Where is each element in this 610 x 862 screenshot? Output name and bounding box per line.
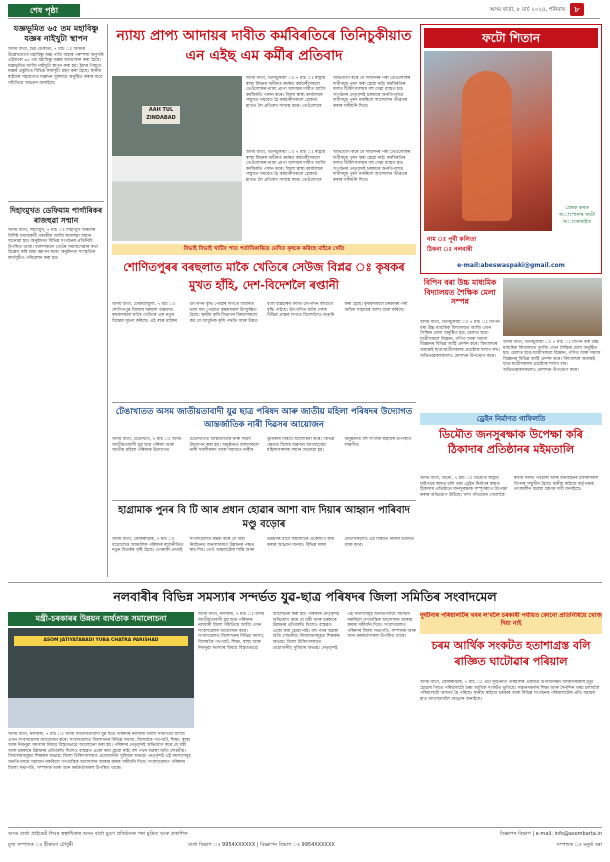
banner-body: অসম বাৰ্তা, নলবাৰী, ৭ মাৰ্চ ঃ অসম জাতীয়তাবাদী যুৱ ছাত্ৰ পৰিষদৰ নলবাৰী জিলা সমিতিয়ে আজি এখন সংবাদমেলৰ আয়োজন কৰে। সংবাদমেলত জিলাখনৰ বিভিন্ন সমস্যা, বিশেষকৈ পথ-ঘাট, শিক্ষা, স্বাস্থ্য আৰু নিবনুৱা সমস্যাৰ বিষয়ে বিস্তৃতভাৱে আলোচনা কৰা হয়। পৰিষদৰ নেতৃবৃন্দই অভিযোগ কৰে যে মন্ত্ৰী আৰু চৰকাৰে উন্নয়নৰ প্ৰতিশ্ৰুতি দিলেও বাস্তৱত একো কাম হোৱা নাই। বহু পথৰ অৱস্থা অতি শোচনীয়। বিদ্যালয়সমূহত শিক্ষকৰ অভাৱ। জিলা চিকিৎসালয়ত প্ৰয়োজনীয় সুবিধাৰ অভাৱ। নেতৃবৃন্দই এই সমস্যাসমূহ অনতিপলমে সমাধান নকৰিলে গণতান্ত্ৰিক আন্দোলন আৰম্ভ কৰাৰ সকীয়নি দিয়ে। সংবাদমেলত পৰিষদৰ জিলা সভাপতি, সম্পাদক আৰু আন কৰ্মকৰ্তাসকল উপস্থিত থাকে।	[198, 612, 416, 651]
mla-body: অসম বাৰ্তা, কোকৰাঝাৰ, ৭ মাৰ্চ ঃ বড়োলেণ্ড আঞ্চলিক পৰিষদৰ ৰাজনীতিত নতুন বিতৰ্কৰ সৃষ্টি হৈছে। এগৰাকী নেতাই সংবাদমেলত মন্তব্য কৰে যে অহা নিৰ্বাচনত জনসাধাৰণে উন্নয়নৰ পক্ষত ৰায় দিব। তেওঁ অঞ্চলটোৰ শান্তি আৰু উন্নয়নৰ বাবে সকলোকে একেলগে কাম কৰাৰ আহ্বান জনায়। বিভিন্ন দলৰ নেতাসকলেও এই বিষয়ত নিজৰ মতামত ব্যক্ত কৰে।	[112, 537, 414, 554]
bottom-right-headline: চৰম আৰ্থিক সংকটত হতাশাগ্ৰস্ত বলি ৰাজ্ঞিত ঘাটোৱাৰ পৰিয়াল	[431, 639, 591, 668]
drain-label: ড্ৰেইন নিৰ্মাণত গাফিলতি	[420, 413, 602, 425]
farmer-body: অসম বাৰ্তা, ঢেকিয়াজুলি, ৭ মাৰ্চ ঃ শোণিতপুৰ জিলাৰ বৰছলা অঞ্চলত কৃষকসকলে মাকৈ খেতিৰে এক নতুন বিপ্লৱৰ সূচনা কৰিছে। এই বছৰ মাকৈৰ উৎপাদন বৃদ্ধি পোৱাৰ লগতে বজাৰত ভাল দাম পোৱাত কৃষকসকল উৎফুল্লিত হৈছে। স্থানীয় কৃষি বিভাগৰ বিষয়াসকলে কয় যে আধুনিক কৃষি পদ্ধতি আৰু উন্নত বীজ ব্যৱহাৰৰ ফলত উৎপাদন বহুগুণে বৃদ্ধি পাইছে। উৎপাদিত মাকৈ দেশৰ বিভিন্ন প্ৰান্তৰ লগতে বিদেশলৈও ৰপ্তানি কৰা হৈছে। কৃষকসকলে চৰকাৰৰ পৰা অধিক সাহায্যৰ আশা ব্যক্ত কৰিছে।	[112, 302, 408, 324]
left-h1-body: অসম বাৰ্তা, শুৱ ডেকাৰ্তী, ৭ মাৰ্চ ঃ অসমৰ উল্লেখযোগ্য মহাবিষ্ণু যজ্ঞ পাতি অহাৰ পৰম্পৰা অনুসৰি এইবাৰো ৬৫ তম মহাবিষ্ণু যজ্ঞৰ আয়োজন কৰা হৈছে। যজ্ঞভূমিত আজি নাইখুটা স্থাপন কৰা হয়। ইয়াৰ পিছতে যজ্ঞৰ প্ৰস্তুতিত বিভিন্ন কাৰ্যসূচী গ্ৰহণ কৰা হৈছে। স্থানীয় ৰাইজৰ সহযোগত যজ্ঞখন সুকলমে অনুষ্ঠিত কৰাৰ বাবে সমিতিয়ে আহ্বান জনাইছে।	[8, 47, 104, 86]
left-h2-body: অসম বাৰ্তা, দিহাংমুখ, ৭ মাৰ্চ ঃ দিহাংমুখ অঞ্চলৰ বিশিষ্ট সমাজকৰ্মী গৰাকীক আজি ৰাজহুৱা সন্মান জনোৱা হয়। অনুষ্ঠানত বিভিন্ন সংগঠনৰ প্ৰতিনিধি উপস্থিত থাকে। বক্তাসকলে তেওঁৰ সমাজসেৱাৰ কথা উল্লেখ কৰি শ্ৰদ্ধা জ্ঞাপন কৰে। অনুষ্ঠানত সাংস্কৃতিক কাৰ্যসূচীও পৰিৱেশন কৰা হয়।	[8, 228, 98, 261]
photo-name: নাম ঃ পূৰ্বী কলিতা	[427, 236, 477, 243]
left-col-rule	[107, 24, 108, 577]
dateline: অসম বাৰ্তা, ৮ মাৰ্চ ২০২৫, শনিবাৰ	[489, 7, 565, 13]
footer-contact: বাৰ্তা বিভাগ ঃ 9954XXXXXX | বিজ্ঞাপন বিভাগ ঃ 9954XXXXXX	[188, 842, 335, 848]
left-column	[8, 24, 104, 577]
header-divider	[8, 18, 600, 19]
farmer-divider	[112, 402, 416, 403]
footer-line1: অসম বাৰ্তা প্ৰাইভেট লিঃৰ স্বত্বাধিকাৰ অসম বাৰ্তা মুদ্ৰণ প্ৰতিষ্ঠানৰ পৰা মুদ্ৰিত আৰু প্ৰকাশিত	[8, 831, 188, 837]
photo-email: e-mail:abeswaspaki@gmail.com	[457, 262, 565, 269]
left-h2: দিহাংমুখত ডেফিমাম পাৰ্গাৰিকৰ ৰাজহুৱা সন্মান	[9, 206, 103, 225]
top-story-strip: বিভাই বিভাই খাটিব পাত পৰ্তাবিকাৰিয়ে মেদিত কৃষকে কৰিছে মাইৰে খেতি	[112, 244, 416, 255]
bottom-right-body: অসম বাৰ্তা, কোকৰাঝাৰ, ৭ মাৰ্চ ঃ এটা দুৰ্ঘটনাত পৰিয়ালৰ একমাত্ৰ উপাৰ্জনক্ষম ব্যক্তিগৰাকীৰ মৃত্যু হোৱাৰ পিছত পৰিয়ালটো চৰম আৰ্থিক সংকটত ভুগিছে। সন্তানসকলৰ শিক্ষা আৰু দৈনন্দিন খৰচ চলাবলৈ পৰিয়ালটো অসমৰ্থ হৈ পৰিছে। স্থানীয় ৰাইজে চৰকাৰ আৰু বিভিন্ন সংগঠনক পৰিয়ালটোৰ প্ৰতি সহায়ৰ হাত আগবঢ়াবলৈ আহ্বান জনাইছে।	[420, 680, 600, 702]
section-tag: শেষ পৃষ্ঠা	[8, 4, 80, 17]
drain-body: অসম বাৰ্তা, ডিমৌ, ৭ মাৰ্চ ঃ ডিমৌত ৰাষ্ট্ৰীয় ঘাইপথৰ কাষত চলি থকা ড্ৰেইন নিৰ্মাণৰ কামত ঠিকাদাৰ প্ৰতিষ্ঠানে জনসুৰক্ষাক সম্পূৰ্ণৰূপে উপেক্ষা কৰাৰ অভিযোগ উঠিছে। খন্দা গাঁতবোৰ খোলাকৈ ৰখাৰ ফলত পথচাৰী আৰু যানবাহনৰ চালকসকল বিপদৰ সন্মুখীন হৈছে। স্থানীয় ৰাইজে কৰ্তৃপক্ষক তৎকালীন ব্যৱস্থা গ্ৰহণৰ দাবী জনাইছে।	[420, 476, 599, 498]
top-story-photo	[112, 76, 242, 241]
banner-photo	[8, 628, 194, 728]
feature-photo	[424, 51, 552, 231]
banner-photo-sign: ASOM JATIYATABADI YUBA CHATRA PARISHAD	[14, 636, 188, 646]
photo-box	[420, 24, 602, 274]
mela-headline: বিপিন বৰা উচ্চ মাধ্যমিক বিদ্যালয়ত শৈক্ষিক মেলা সম্পন্ন	[423, 278, 497, 306]
footer-rule	[8, 827, 602, 828]
crowd-1	[112, 156, 242, 241]
footer-line1-right: বিজ্ঞাপন বিভাগ | e-mail: info@asombarta.in	[499, 831, 602, 837]
banner-strip: মন্ত্ৰী-চৰকাৰৰ উন্নয়ন ব্যৰ্থতাক সমালোচনা	[8, 612, 194, 626]
page-number: ৮	[570, 3, 584, 16]
banner-top-rule	[8, 582, 602, 583]
feature-figure	[462, 71, 512, 221]
women-body: অসম বাৰ্তা, টেঙাখাত, ৭ মাৰ্চ ঃ অসম জাতীয়তাবাদী যুৱ ছাত্ৰ পৰিষদ আৰু জাতীয় মহিলা পৰিষদৰ উদ্যোগত টেঙাখাতত আন্তৰ্জাতিক নাৰী দিৱস উদযাপন কৰা হয়। অনুষ্ঠানত বক্তাসকলে নাৰী সবলীকৰণ আৰু সমাজত নাৰীৰ ভূমিকাৰ বিষয়ে আলোচনা কৰে। বিভিন্ন ক্ষেত্ৰত বিশেষ অৱদান আগবঢ়োৱা মহিলাসকলক সন্মান জনোৱা হয়। অনুষ্ঠানত বহু সংখ্যক ৰাইজৰ উপস্থিতি লক্ষণীয়।	[112, 437, 412, 454]
left-divider	[8, 201, 104, 202]
banner-headline: নলবাৰীৰ বিভিন্ন সমস্যাৰ সন্দৰ্ভত যুৱ-ছাত্ৰ পৰিষদৰ জিলা সমিতিৰ সংবাদমেল	[113, 589, 497, 604]
top-story-body-right: অসম বাৰ্তা, তিনিচুকীয়া ঃ ৭ মাৰ্চ ঃ ৰাষ্ট্ৰীয় স্বাস্থ্য মিছনৰ অধীনত কৰ্মৰত কৰ্মচাৰীসকলে তেওঁলোকৰ ন্যায্য প্ৰাপ্য আদায়ৰ দাবীত আজি কৰ্মবিৰতি পালন কৰে। জিলা স্বাস্থ্য কাৰ্যালয়ৰ সন্মুখত সমবেত হৈ কৰ্মচাৰীসকলে প্লেকাৰ্ড হাতত লৈ প্ৰতিবাদ সাব্যস্ত কৰে। তেওঁলোকে অভিযোগ কৰে যে দীৰ্ঘদিনৰ পৰা তেওঁলোকৰ দাবীসমূহ পূৰণ কৰা হোৱা নাই। কৰ্মবিৰতিৰ ফলত চিকিৎসালয়ৰ বহু সেৱা ব্যাহত হয়। সংগঠনৰ নেতৃবৃন্দই চৰকাৰে অনতিপলমে দাবীসমূহ পূৰণ নকৰিলে আন্দোলন তীব্ৰতৰ কৰাৰ সকীয়নি দিয়ে।	[246, 76, 411, 109]
photo-address: ঠিকনা ঃ নলবাৰী	[427, 246, 473, 253]
drain-headline: ডিমৌত জনসুৰক্ষাক উপেক্ষা কৰি ঠিকাদাৰ প্ৰতিষ্ঠানৰ মইমতালি	[439, 428, 583, 456]
mela-photo	[503, 278, 602, 336]
photo-side-note: প্ৰেৰক কৰক অাপোনাৰ ফটো অাকোৰাইত	[559, 205, 595, 225]
placard: AAH TUL ZINDABAD	[142, 106, 180, 124]
banner-photo-table	[8, 698, 194, 728]
footer-editor-in-chief: মুখ্য সম্পাদক ঃ হীৰামণ চৌধুৰী	[8, 842, 74, 848]
top-story-body: অসম বাৰ্তা, তিনিচুকীয়া ঃ ৭ মাৰ্চ ঃ ৰাষ্ট্ৰীয় স্বাস্থ্য মিছনৰ অধীনত কৰ্মৰত কৰ্মচাৰীসকলে তেওঁলোকৰ ন্যায্য প্ৰাপ্য আদায়ৰ দাবীত আজি কৰ্মবিৰতি পালন কৰে। জিলা স্বাস্থ্য কাৰ্যালয়ৰ সন্মুখত সমবেত হৈ কৰ্মচাৰীসকলে প্লেকাৰ্ড হাতত লৈ প্ৰতিবাদ সাব্যস্ত কৰে। তেওঁলোকে অভিযোগ কৰে যে দীৰ্ঘদিনৰ পৰা তেওঁলোকৰ দাবীসমূহ পূৰণ কৰা হোৱা নাই। কৰ্মবিৰতিৰ ফলত চিকিৎসালয়ৰ বহু সেৱা ব্যাহত হয়। সংগঠনৰ নেতৃবৃন্দই চৰকাৰে অনতিপলমে দাবীসমূহ পূৰণ নকৰিলে আন্দোলন তীব্ৰতৰ কৰাৰ সকীয়নি দিয়ে।	[246, 150, 411, 183]
footer-editor: সম্পাদক ঃ মনুৰ্ষ্য বৰা	[556, 842, 602, 848]
women-divider	[112, 500, 416, 501]
mla-headline: হাগ্ৰামাক পুনৰ বি টি আৰ প্ৰধান হোৱাৰ আশা বাদ দিয়াৰ আহ্বান পাৰিবাদ মণ্ডু বড়োৰ	[118, 505, 410, 530]
footer-line2	[8, 840, 602, 850]
left-h1: যজ্ঞভূমিত ৬৫ তম মহাবিষ্ণু যজ্ঞৰ নাইখুটা স্থাপন	[13, 24, 99, 43]
photo-box-title: ফটো শিতান	[424, 28, 598, 48]
bottom-right-strip: দুৰ্ঘটনাৰ পৰিয়ালটিৰ খবৰ ল'বলৈ চৰকাৰী পৰ্যায়ত কোনো প্ৰতিনিধিয়ে খোজ দিয়া নাই	[420, 612, 602, 634]
top-story-headline: ন্যায্য প্ৰাপ্য আদায়ৰ দাবীত কৰ্মবিৰতিৰে তিনিচুকীয়াত এন এইছ এম কৰ্মীৰ প্ৰতিবাদ	[116, 28, 412, 64]
banner-body-left: অসম বাৰ্তা, নলবাৰী, ৭ মাৰ্চ ঃ অসম জাতীয়তাবাদী যুৱ ছাত্ৰ পৰিষদৰ নলবাৰী জিলা সমিতিয়ে আজি এখন সংবাদমেলৰ আয়োজন কৰে। সংবাদমেলত জিলাখনৰ বিভিন্ন সমস্যা, বিশেষকৈ পথ-ঘাট, শিক্ষা, স্বাস্থ্য আৰু নিবনুৱা সমস্যাৰ বিষয়ে বিস্তৃতভাৱে আলোচনা কৰা হয়। পৰিষদৰ নেতৃবৃন্দই অভিযোগ কৰে যে মন্ত্ৰী আৰু চৰকাৰে উন্নয়নৰ প্ৰতিশ্ৰুতি দিলেও বাস্তৱত একো কাম হোৱা নাই। বহু পথৰ অৱস্থা অতি শোচনীয়। বিদ্যালয়সমূহত শিক্ষকৰ অভাৱ। জিলা চিকিৎসালয়ত প্ৰয়োজনীয় সুবিধাৰ অভাৱ। নেতৃবৃন্দই এই সমস্যাসমূহ অনতিপলমে সমাধান নকৰিলে গণতান্ত্ৰিক আন্দোলন আৰম্ভ কৰাৰ সকীয়নি দিয়ে। সংবাদমেলত পৰিষদৰ জিলা সভাপতি, সম্পাদক আৰু আন কৰ্মকৰ্তাসকল উপস্থিত থাকে।	[8, 732, 191, 771]
mela-body: অসম বাৰ্তা, তিনিচুকীয়া ঃ ৭ মাৰ্চ ঃ বিপিন বৰা উচ্চ মাধ্যমিক বিদ্যালয়ত আজি এখন শৈক্ষিক মেলা অনুষ্ঠিত হয়। মেলাত ছাত্ৰ-ছাত্ৰীসকলে বিজ্ঞান, গণিত আৰু সমাজ বিজ্ঞানৰ বিভিন্ন আৰ্হি প্ৰদৰ্শন কৰে। বিদ্যালয়ৰ অধ্যক্ষই ছাত্ৰ-ছাত্ৰীসকলৰ প্ৰচেষ্টাক শলাগ লয়। অভিভাৱকসকলেও মেলাখন উপভোগ কৰে।	[420, 320, 500, 359]
farmer-headline: শোণিতপুৰৰ বৰছলাত মাকৈ খেতিৰে সেউজ বিপ্লৱ ঃ কৃষকৰ মুখত হাঁহি, দেশ-বিদেশলৈ ৰপ্তানী	[123, 260, 405, 292]
women-headline: টেঙাখাতত অসম জাতীয়তাবাদী যুৱ ছাত্ৰ পৰিষদ আৰু জাতীয় মহিলা পৰিষদৰ উদ্যোগত আন্তৰ্জাতিক নাৰী দিৱসৰ আয়োজন	[115, 407, 413, 430]
mela-body-2: অসম বাৰ্তা, তিনিচুকীয়া ঃ ৭ মাৰ্চ ঃ বিপিন বৰা উচ্চ মাধ্যমিক বিদ্যালয়ত আজি এখন শৈক্ষিক মেলা অনুষ্ঠিত হয়। মেলাত ছাত্ৰ-ছাত্ৰীসকলে বিজ্ঞান, গণিত আৰু সমাজ বিজ্ঞানৰ বিভিন্ন আৰ্হি প্ৰদৰ্শন কৰে। বিদ্যালয়ৰ অধ্যক্ষই ছাত্ৰ-ছাত্ৰীসকলৰ প্ৰচেষ্টাক শলাগ লয়। অভিভাৱকসকলেও মেলাখন উপভোগ কৰে।	[503, 340, 601, 373]
